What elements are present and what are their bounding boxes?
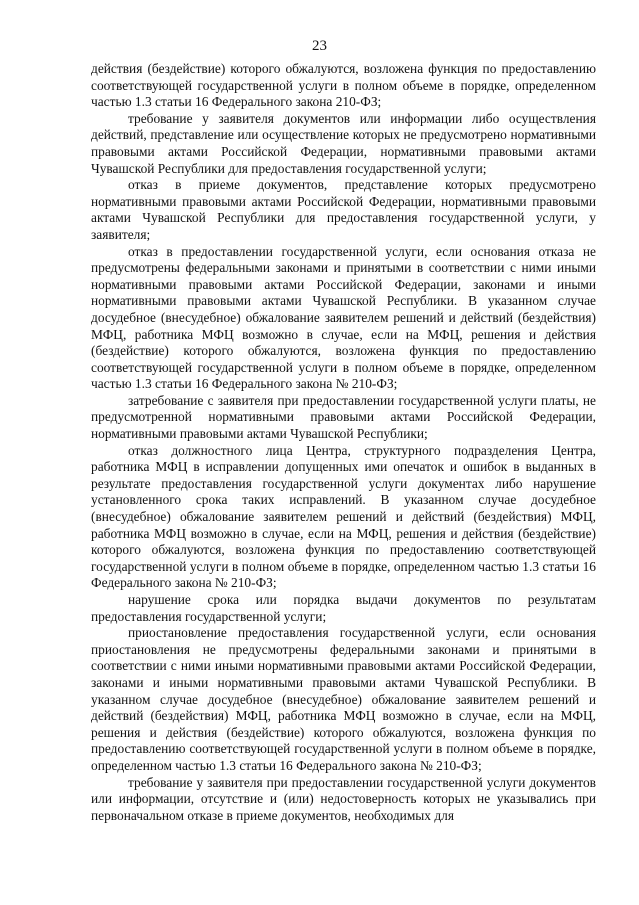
paragraph-2: требование у заявителя документов или информации либо осуществления действий, представление или осуществление которых не предусмотрено нормативными правовыми актами Российской Федерации, нормативными правовыми актами Чувашской Республики для предоставления государственной услуги; <box>91 110 596 176</box>
paragraph-4: отказ в предоставлении государственной услуги, если основания отказа не предусмотрены федеральными законами и принятыми в соответствии с ними иными нормативными правовыми актами Российской Федерации, законами и иными нормативными правовыми актами Чувашской Республики. В указанном случае досудебное (внесудебное) обжалование заявителем решений и действий (бездействия) МФЦ, работника МФЦ возможно в случае, если на МФЦ, решения и действия (бездействие) которого обжалуются, возложена функция по предоставлению соответствующей государственной услуги в полном объеме в порядке, определенном частью 1.3 статьи 16 Федерального закона № 210-ФЗ; <box>91 243 596 392</box>
paragraph-9: требование у заявителя при предоставлении государственной услуги документов или информации, отсутствие и (или) недостоверность которых не указывались при первоначальном отказе в приеме документов, необходимых для <box>91 774 596 823</box>
paragraph-6: отказ должностного лица Центра, структурного подразделения Центра, работника МФЦ в исправлении допущенных ими опечаток и ошибок в выданных в результате предоставления государственной услуги документах либо нарушение установленного срока таких исправлений. В указанном случае досудебное (внесудебное) обжалование заявителем решений и действий (бездействия) МФЦ, работника МФЦ возможно в случае, если на МФЦ, решения и действия (бездействие) которого обжалуются, возложена функция по предоставлению соответствующей государственной услуги в полном объеме в порядке, определенном частью 1.3 статьи 16 Федерального закона № 210-ФЗ; <box>91 442 596 591</box>
paragraph-7: нарушение срока или порядка выдачи документов по результатам предоставления государственной услуги; <box>91 592 596 624</box>
paragraph-1: действия (бездействие) которого обжалуются, возложена функция по предоставлению соответствующей государственной услуги в полном объеме в порядке, определенном частью 1.3 статьи 16 Федерального закона 210-ФЗ; <box>91 61 596 110</box>
paragraph-5: затребование с заявителя при предоставлении государственной услуги платы, не предусмотренной нормативными правовыми актами Российской Федерации, нормативными правовыми актами Чувашской Республики; <box>91 392 596 442</box>
page-number: 23 <box>312 38 327 54</box>
document-body <box>91 61 596 824</box>
paragraph-3: отказ в приеме документов, представление которых предусмотрено нормативными правовыми актами Российской Федерации, нормативными правовыми актами Чувашской Республики для предоставления государственной услуги, у заявителя; <box>91 177 596 242</box>
paragraph-8: приостановление предоставления государственной услуги, если основания приостановления не предусмотрены федеральными законами и принятыми в соответствии с ними иными нормативными правовыми актами Российской Федерации, законами и иными нормативными правовыми актами Чувашской Республики. В указанном случае досудебное (внесудебное) обжалование заявителем решений и действий (бездействия) МФЦ, работника МФЦ возможно в случае, если на МФЦ, решения и действия (бездействие) которого обжалуются, возложена функция по предоставлению соответствующей государственной услуги в полном объеме в порядке, определенном частью 1.3 статьи 16 Федерального закона № 210-ФЗ; <box>91 625 596 773</box>
